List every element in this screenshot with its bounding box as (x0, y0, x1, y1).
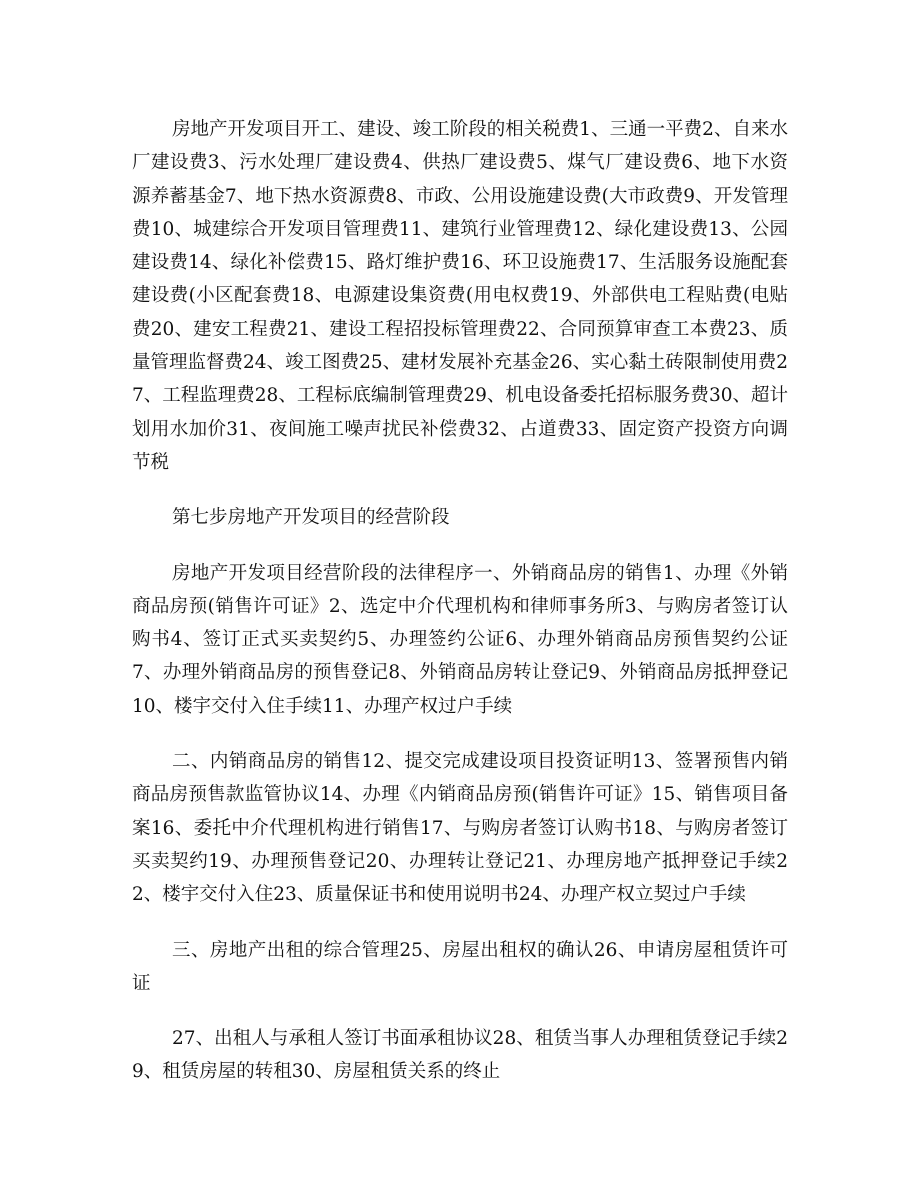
paragraph-taxes-fees: 房地产开发项目开工、建设、竣工阶段的相关税费1、三通一平费2、自来水厂建设费3、污水处理厂建设费4、供热厂建设费5、煤气厂建设费6、地下水资源养蓄基金7、地下热水资源费8、市政、公用设施建设费(大市政费9、开发管理费10、城建综合开发项目管理费11、建筑行业管理费12、绿化建设费13、公园建设费14、绿化补偿费15、路灯维护费16、环卫设施费17、生活服务设施配套建设费(小区配套费18、电源建设集资费(用电权费19、外部供电工程贴费(电贴费20、建安工程费21、建设工程招投标管理费22、合同预算审查工本费23、质量管理监督费24、竣工图费25、建材发展补充基金26、实心黏土砖限制使用费27、工程监理费28、工程标底编制管理费29、机电设备委托招标服务费30、超计划用水加价31、夜间施工噪声扰民补偿费32、占道费33、固定资产投资方向调节税 (132, 119, 788, 473)
paragraph-rental-management: 三、房地产出租的综合管理25、房屋出租权的确认26、申请房屋租赁许可证 (132, 939, 788, 994)
paragraph-export-sales: 房地产开发项目经营阶段的法律程序一、外销商品房的销售1、办理《外销商品房预(销售许可证》2、选定中介代理机构和律师事务所3、与购房者签订认购书4、签订正式买卖契约5、办理签约公证6、办理外销商品房预售契约公证7、办理外销商品房的预售登记8、外销商品房转让登记9、外销商品房抵押登记10、楼宇交付入住手续11、办理产权过户手续 (132, 562, 788, 717)
document-body (132, 113, 788, 1089)
paragraph-domestic-sales: 二、内销商品房的销售12、提交完成建设项目投资证明13、签署预售内销商品房预售款监管协议14、办理《内销商品房预(销售许可证》15、销售项目备案16、委托中介代理机构进行销售17、与购房者签订认购书18、与购房者签订买卖契约19、办理预售登记20、办理转让登记21、办理房地产抵押登记手续22、楼宇交付入住23、质量保证书和使用说明书24、办理产权立契过户手续 (132, 751, 788, 906)
paragraph-rental-agreement: 27、出租人与承租人签订书面承租协议28、租赁当事人办理租赁登记手续29、租赁房屋的转租30、房屋租赁关系的终止 (132, 1028, 788, 1083)
section-heading-step-seven: 第七步房地产开发项目的经营阶段 (172, 507, 450, 529)
